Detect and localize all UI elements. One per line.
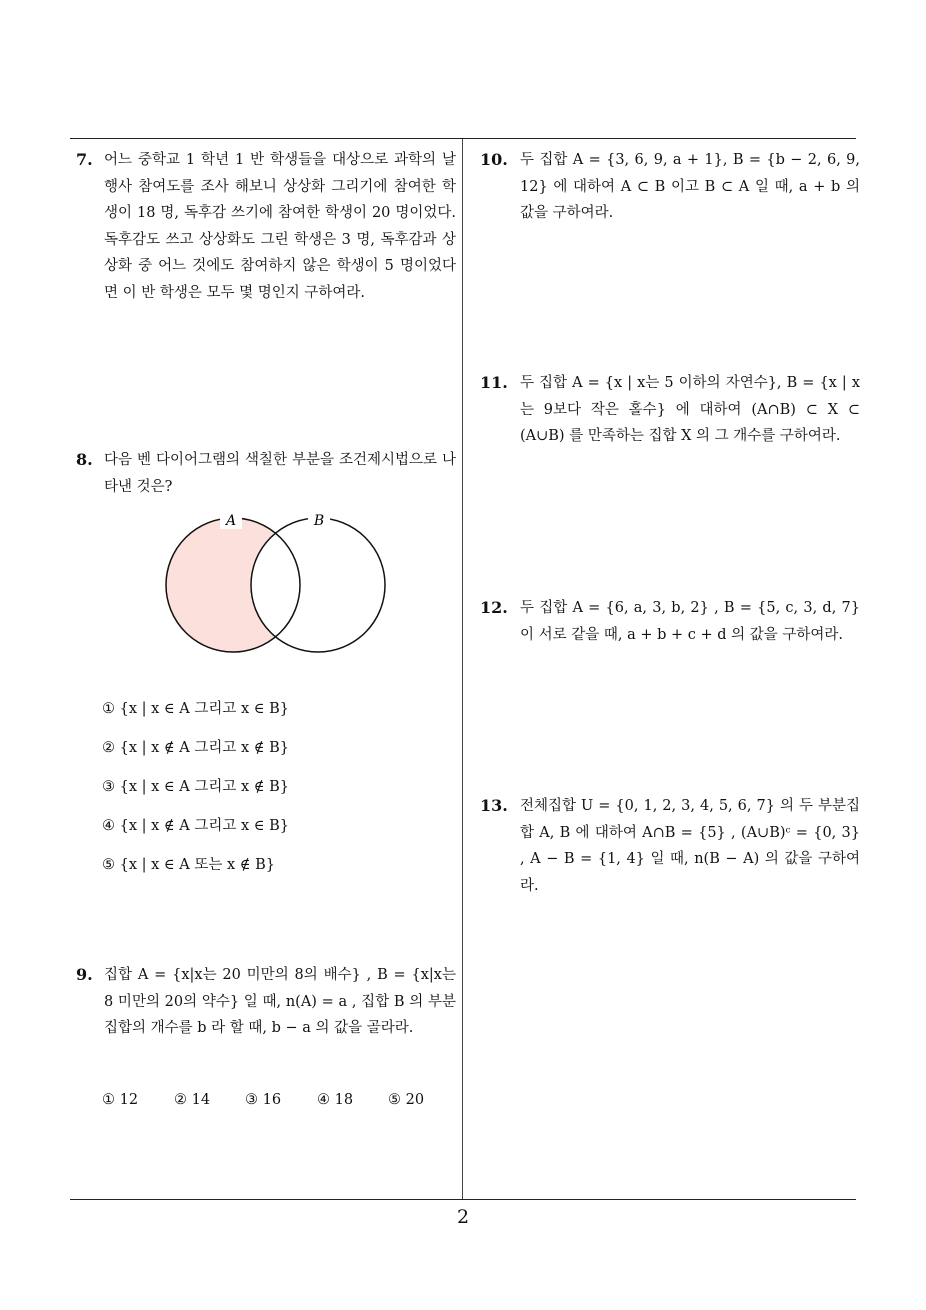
- choice-1: ① {x | x ∈ A 그리고 x ∈ B}: [102, 701, 289, 717]
- choice-2: ② {x | x ∉ A 그리고 x ∉ B}: [102, 740, 289, 756]
- question-text: 두 집합 A = {x | x는 5 이하의 자연수}, B = {x | x는 9보다 작은 홀수} 에 대하여 (A∩B) ⊂ X ⊂ (A∪B) 를 만족하는 집합 X 의 그 개수를 구하여라.: [520, 375, 860, 444]
- question-text: 전체집합 U = {0, 1, 2, 3, 4, 5, 6, 7} 의 두 부분집합 A, B 에 대하여 A∩B = {5} , (A∪B)ᶜ = {0, 3} , A − B = {1, 4} 일 때, n(B − A) 의 값을 구하여라.: [520, 798, 860, 894]
- question-9: [76, 962, 456, 1042]
- question-8: [76, 447, 456, 500]
- question-number: 10.: [480, 150, 508, 169]
- question-13: [480, 793, 860, 899]
- question-number: 13.: [480, 796, 508, 815]
- question-number: 8.: [76, 450, 93, 469]
- choice-4: ④ 18: [317, 1092, 354, 1108]
- column-divider: [462, 139, 463, 1199]
- question-number: 7.: [76, 150, 93, 169]
- question-text: 집합 A = {x|x는 20 미만의 8의 배수} , B = {x|x는 8 미만의 20의 약수} 일 때, n(A) = a , 집합 B 의 부분집합의 개수를 b 라 할 때, b − a 의 값을 골라라.: [104, 967, 456, 1036]
- question-number: 11.: [480, 373, 508, 392]
- question-12: [480, 595, 860, 648]
- question-7: [76, 147, 456, 306]
- question-number: 12.: [480, 598, 508, 617]
- choice-1: ① 12: [102, 1092, 139, 1108]
- question-text: 어느 중학교 1 학년 1 반 학생들을 대상으로 과학의 날 행사 참여도를 조사 해보니 상상화 그리기에 참여한 학생이 18 명, 독후감 쓰기에 참여한 학생이 20 명이었다. 독후감도 쓰고 상상화도 그린 학생은 3 명, 독후감과 상상화 중 어느 것에도 참여하지 않은 학생이 5 명이었다면 이 반 학생은 모두 몇 명인지 구하여라.: [104, 152, 456, 301]
- choice-4: ④ {x | x ∉ A 그리고 x ∈ B}: [102, 818, 289, 834]
- question-text: 두 집합 A = {3, 6, 9, a + 1}, B = {b − 2, 6, 9, 12} 에 대하여 A ⊂ B 이고 B ⊂ A 일 때, a + b 의 값을 구하여라.: [520, 152, 860, 221]
- choice-5: ⑤ {x | x ∈ A 또는 x ∉ B}: [102, 857, 275, 873]
- choice-3: ③ 16: [245, 1092, 282, 1108]
- venn-label-b: B: [313, 513, 325, 529]
- bottom-rule: [70, 1199, 856, 1200]
- question-number: 9.: [76, 965, 93, 984]
- choice-5: ⑤ 20: [388, 1092, 425, 1108]
- choice-2: ② 14: [174, 1092, 211, 1108]
- venn-diagram: [150, 505, 400, 665]
- top-rule: [70, 138, 856, 139]
- page-number: 2: [456, 1206, 470, 1228]
- question-text: 다음 벤 다이어그램의 색칠한 부분을 조건제시법으로 나타낸 것은?: [104, 452, 456, 495]
- question-10: [480, 147, 860, 227]
- venn-label-a: A: [225, 513, 237, 529]
- question-11: [480, 370, 860, 450]
- choice-3: ③ {x | x ∈ A 그리고 x ∉ B}: [102, 779, 289, 795]
- question-text: 두 집합 A = {6, a, 3, b, 2} , B = {5, c, 3, d, 7} 이 서로 같을 때, a + b + c + d 의 값을 구하여라.: [520, 600, 860, 643]
